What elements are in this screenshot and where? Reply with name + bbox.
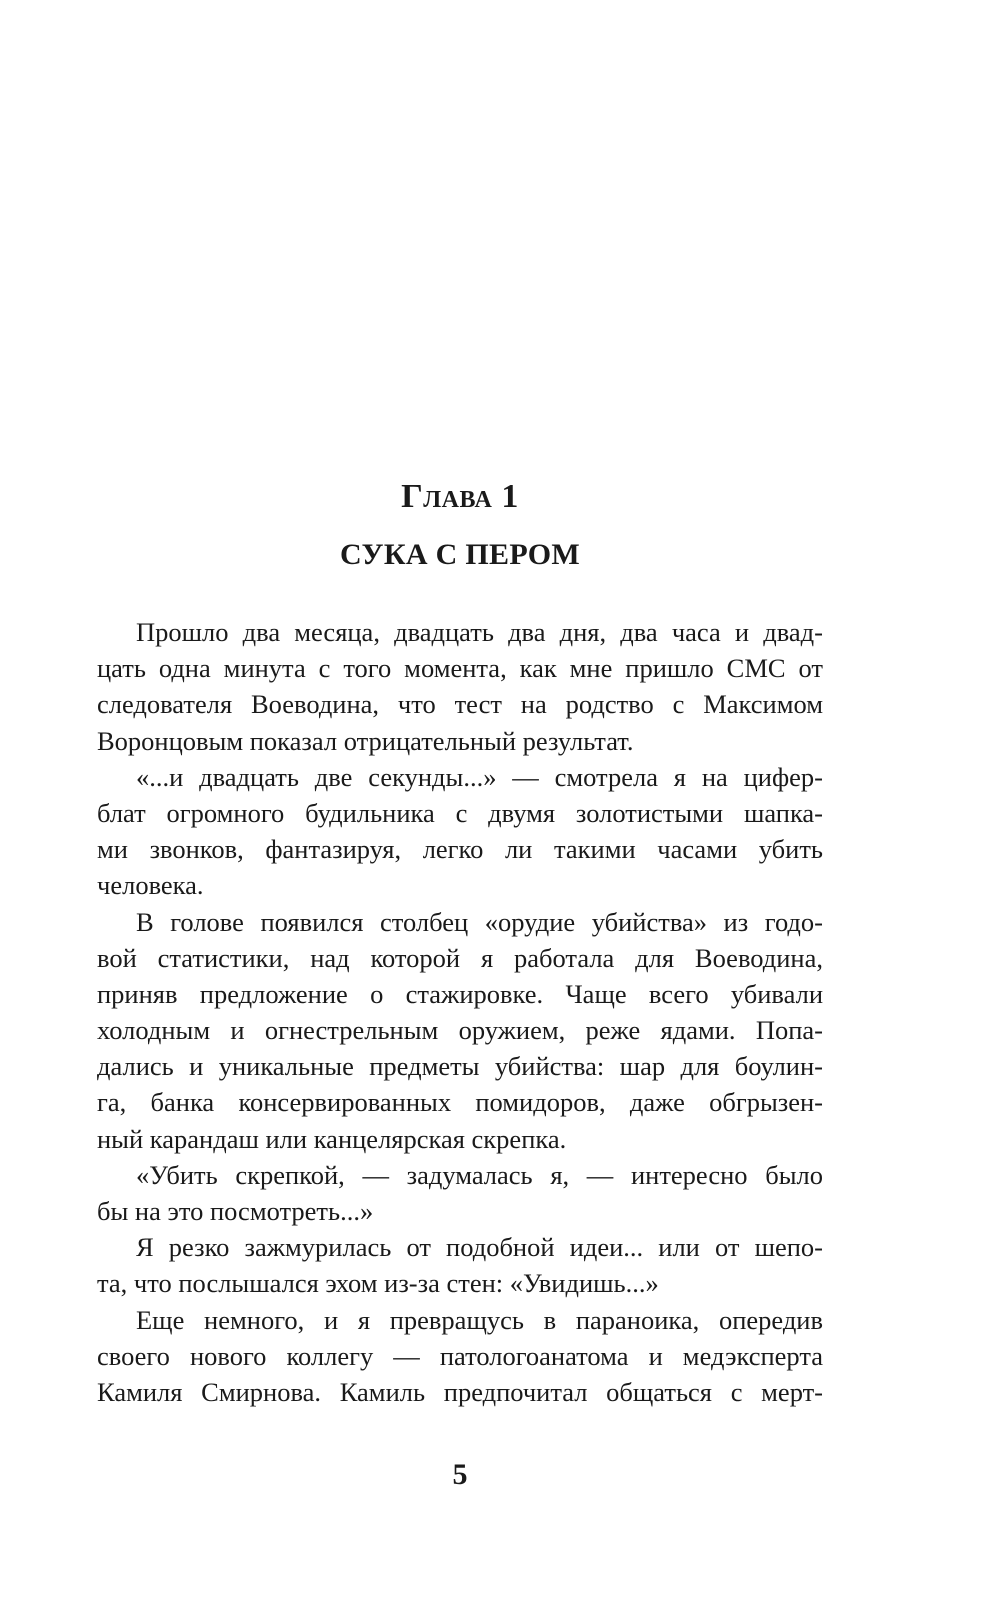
text-line: блат огромного будильника с двумя золотистыми шапка- — [97, 797, 823, 828]
text-line: та, что послышался эхом из-за стен: «Увидишь...» — [97, 1268, 659, 1299]
text-line: цать одна минута с того момента, как мне пришло СМС от — [97, 653, 823, 684]
text-line: Я резко зажмурилась от подобной идеи... или от шепо- — [136, 1232, 823, 1263]
text-line: Прошло два месяца, двадцать два дня, два часа и двад- — [136, 617, 823, 647]
text-line: Еще немного, и я превращусь в параноика, опередив — [136, 1304, 823, 1335]
text-line: следователя Воеводина, что тест на родство с Максимом — [97, 689, 823, 720]
chapter-label: Глава 1 — [401, 478, 519, 515]
text-line: вой статистики, над которой я работала для Воеводина, — [97, 942, 823, 973]
text-line: ный карандаш или канцелярская скрепка. — [97, 1123, 567, 1154]
text-line: Воронцовым показал отрицательный результат. — [97, 725, 634, 756]
text-line: «Убить скрепкой, — задумалась я, — интересно было — [136, 1159, 823, 1190]
text-line: приняв предложение о стажировке. Чаще всего убивали — [97, 978, 823, 1009]
text-line: ми звонков, фантазируя, легко ли такими часами убить — [97, 834, 823, 865]
chapter-title: СУКА С ПЕРОМ — [339, 538, 581, 571]
text-line: «...и двадцать две секунды...» — смотрела я на цифер- — [136, 761, 823, 792]
text-line: га, банка консервированных помидоров, даже обгрызен- — [97, 1087, 823, 1118]
text-line: человека. — [97, 870, 204, 901]
text-line: своего нового коллегу — патологоанатома и медэксперта — [97, 1340, 823, 1371]
text-line: бы на это посмотреть...» — [97, 1196, 374, 1226]
text-line: В голове появился столбец «орудие убийства» из годо- — [136, 906, 823, 937]
text-line: Камиля Смирнова. Камиль предпочитал общаться с мерт- — [97, 1376, 823, 1407]
body-text — [97, 614, 823, 1410]
text-line: дались и уникальные предметы убийства: шар для боулин- — [97, 1051, 823, 1082]
text-line: холодным и огнестрельным оружием, реже ядами. Попа- — [97, 1015, 823, 1046]
page-number: 5 — [452, 1458, 468, 1491]
